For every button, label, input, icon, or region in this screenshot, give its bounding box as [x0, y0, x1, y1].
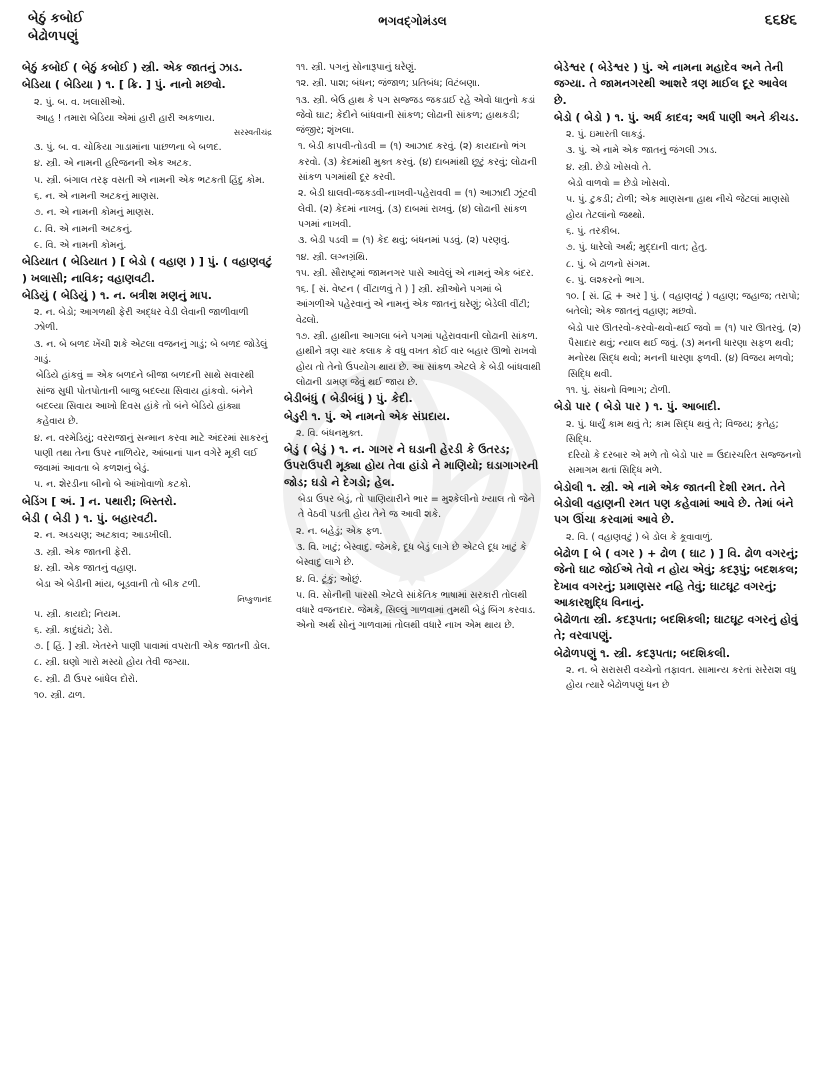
entry-line — [22, 494, 272, 510]
headword: બેઢોળતા સ્ત્રી. કદરૂપતા; બદશિકલી; ઘાટઘૂટ વગરનું હોવું તે; વરવાપણું. — [554, 613, 798, 643]
entry-line: ૫. પું. ટુકડી; ટોળી; એક માણસના હાથ નીચે જેટલાં માણસો હોય તેટલાંનો જથ્થો. — [566, 194, 790, 221]
headword: બેડોલી ૧. સ્ત્રી. એ નામે એક જાતની દેશી રમત. તેને બેડોલી વહાણની રમત પણ કહેવામાં આવે છે. તેમાં બંને પગ ઊંચા કરવામાં આવે છે. — [554, 480, 794, 527]
entry-line: ૭. ન. એ નામની કોમનું માણસ. — [34, 207, 155, 219]
entry-line: ૪. વિ. ટૂંકું; ઓછું. — [296, 573, 363, 585]
idiom-line: ૩. બેડી પડવી = (૧) કેદ થવું; બંધનમાં પડવું. (૨) પરણવું. — [298, 235, 510, 247]
headword: બેડું ( બેડું ) ૧. ન. ગાગર ને ઘડાની હેરડી કે ઉતરડ; ઉપરાઉપરી મૂક્યા હોય તેવા હાંડો ને માણિયો; ઘડાગાગરની જોડ; ઘડો ને દેગડો; હેલ. — [284, 443, 539, 489]
citation: નિષ્કુળાનંદ — [237, 594, 272, 604]
entry-line: ૧૪. સ્ત્રી. લગ્નગ્રંથિ. — [296, 251, 368, 263]
entry-line — [22, 288, 272, 304]
entry-line: ૨. વિ. ( વહાણવટું ) બે ડોલ કે કૂવાવાળું. — [566, 531, 713, 543]
entry-line — [554, 110, 803, 126]
entry-line: ૯. સ્ત્રી. ઢી ઉપર બાંધેલ દોરો. — [34, 673, 138, 685]
entry-line: ૯. વિ. એ નામની કોમનું. — [34, 239, 127, 251]
headword: બેડી ( બેડી ) ૧. પું. બહારવટી. — [22, 512, 158, 526]
entry-line: ૮. પું. બે ઢાળનો સંગમ. — [566, 258, 651, 270]
headword: બેડિયાત ( બેડિયાત ) [ બેડો ( વહાણ ) ] પું. ( વહાણવટું ) ખલાસી; નાવિક; વહાણવટી. — [22, 255, 272, 285]
entry-line: ૬. પું. તરકીબ. — [566, 225, 621, 237]
entry-line: ૪. સ્ત્રી. એક જાતનું વહાણ. — [34, 562, 137, 574]
headword: બેડીબંધું ( બેડીબંધું ) પું. કેદી. — [284, 392, 413, 406]
entry-line: ૨. ન. બહેડું; એક ફળ. — [296, 525, 383, 537]
idiom-line: બેડિયે હાંકવું = એક બળદને બીજા બળદની સાથે સવારથી સાંજ સુધી પોતપોતાની બાજુ બદલ્યા સિવાય હાંકવો. બંનેને બદલ્યા સિવાય આખો દિવસ હાંકે તો બંને બેડિયે હાંક્યા કહેવાય છે. — [36, 370, 255, 428]
entry-line — [554, 546, 803, 611]
entry-line: ૫. ન. શેરડીના બીનો બે આંખોવાળો કટકો. — [34, 479, 192, 491]
headword: બેઢોળ [ બે ( વગર ) + ઢોળ ( ઘાટ ) ] વિ. ઢોળ વગરનું; જેનો ઘાટ જોઈએ તેવો ન હોય એવું; કદરૂપું; બદશકલ; દેખાવ વગરનું; પ્રમાણસર નહિ તેવું; ઘાટઘૂટ વગરનું; આકારશુદ્ધિ વિનાનું. — [554, 546, 799, 609]
idiom-line: ૨. બેડી ઘાલવી-જકડવી-નાખવી-પહેરાવવી = (૧) આઝાદી ઝૂંટવી લેવી. (૨) કેદમાં નાખવું. (૩) દાબમાં રાખવું. (૪) લોઢાની સાંકળ પગમાં નાખવી. — [298, 188, 537, 230]
column-1 — [22, 60, 272, 1065]
last-guide-word: બેઢોળપણું — [28, 29, 79, 44]
entry-line: ૧૧. પું. સંઘનો વિભાગ; ટોળી. — [566, 384, 671, 396]
entry-line: ૨. પું. બ. વ. ખલાસીઓ. — [34, 96, 126, 108]
headword: બેડો પાર ( બેડો પાર ) ૧. પું. આબાદી. — [554, 400, 721, 414]
entry-line: ૬. ન. એ નામની અટકનું માણસ. — [34, 191, 160, 203]
entry-line — [554, 399, 803, 415]
entry-line: ૨. પું. ધાર્યું કામ થવું તે; કામ સિદ્ધ થવું તે; વિજય; કૃતેહ; સિદ્ધિ. — [566, 418, 779, 445]
entry-line: ૨. ન. બેડો; આગળથી ફેરી અદ્ધર વેડી લેવાની જાળીવાળી ઝોળી. — [34, 307, 249, 334]
entry-line — [22, 60, 272, 76]
entry-line: ૧૧. સ્ત્રી. પગનું સોનારૂપાનું ઘરેણું. — [296, 62, 417, 73]
entry-line — [554, 612, 803, 645]
entry-line — [284, 409, 542, 425]
entry-line: ૪. સ્ત્રી. છેડો ખોસવો તે. — [566, 161, 652, 173]
entry-line: ૭. પું. ધારેલો અર્થ; મુદ્દાની વાત; હેતુ. — [566, 242, 708, 254]
entry-line: ૧૫. સ્ત્રી. સૌરાષ્ટ્રમાં જામનગર પાસે આવેલું એ નામનું એક બંદર. — [296, 267, 534, 279]
entry-line — [284, 442, 542, 491]
idiom-line: બેડો પાર ઊતરવો-કરવો-થવો-થઈ જવો = (૧) પાર ઊતરવું. (૨) પૈસાદાર થવું; ન્યાલ થઈ જવું. (૩) મનની ધારણા સફળ થવી; મનોરથ સિદ્ધ થવો; મનની ધારણા ફળવી. (૪) વિજય મળવો; સિદ્ધિ થવી. — [568, 322, 802, 380]
entry-line — [554, 60, 803, 109]
quotation-line: બેડા એ બેડીની માંય, બૂડવાની તો બીક ટળી. — [36, 579, 201, 591]
headword: બેઢોળપણું ૧. સ્ત્રી. કદરૂપતા; બદશિકલી. — [554, 646, 731, 660]
entry-line: ૭. [ હિં. ] સ્ત્રી. ખેતરને પાણી પાવામાં વપરાતી એક જાતની ડોલ. — [34, 641, 271, 653]
entry-line: ૧૩. સ્ત્રી. બેઉ હાથ કે પગ સજ્જડ જકડાઈ રહે એવો ધાતુનો કડાં જેવો ઘાટ; કેદીને બાંધવાની સાંકળ; લોઢાની સાંકળ; હાથકડી; જંજીર; શૃંખલા. — [296, 94, 536, 137]
citation: સરસ્વતીચંદ્ર — [233, 128, 272, 138]
entry-line — [284, 391, 542, 407]
column-3 — [554, 60, 803, 1065]
entry-line: ૩. વિ. ખાટું; બેસ્વાદુ. જેમકે, દૂધ બેડું લાગે છે એટલે દૂધ ખાટું કે બેસ્વાદુ લાગે છે. — [296, 541, 527, 569]
entry-line: ૪. ન. વરમેડિયું; વરરાજાનું સન્માન કરવા માટે અંદરમાં સાકરનું પાણી તથા તેના ઉપર નાળિયેર, આંબાનાં પાન વગેરે મૂકી લઈ જવામાં આવતા બે કળશનું બેડું. — [34, 432, 268, 475]
entry-line — [554, 646, 803, 662]
entry-line: ૩. સ્ત્રી. એક જાતની ફેરી. — [34, 546, 132, 558]
headword: બેડેશ્વર ( બેડેશ્વર ) પું. એ નામના મહાદેવ અને તેની જગ્યા. તે જામનગરથી આશરે ત્રણ માઈલ દૂર આવેલ છે. — [554, 61, 788, 107]
entry-line — [554, 480, 803, 529]
dictionary-title: ભગવદ્ગોમંડલ — [378, 14, 447, 28]
proverb-line: દરિયો કે દરબાર એ મળે તો બેડો પાર = ઉદારચરિત સજ્જનનો સમાગમ થતાં સિદ્ધિ મળે. — [568, 450, 802, 477]
entry-line — [22, 77, 272, 93]
entry-line: ૩. પું. બ. વ. ચોકિયા ગાડામાંના પાછળના બે બળદ. — [34, 142, 222, 154]
idiom-line: ૧. બેડી કાપવી-તોડવી = (૧) આઝાદ કરવું. (૨) કાયદાનો ભંગ કરવો. (૩) કેદમાંથી મુક્ત કરવું. (૪) દાબમાંથી છૂટું કરવું; લોઢાની સાંકળ પગમાંથી દૂર કરવી. — [298, 141, 537, 184]
entry-line: ૩. ન. બે બળદ ખેંચી શકે એટલા વજનનું ગાડું; બે બળદ જોડેલું ગાડું. — [34, 338, 268, 366]
entry-line: ૨. વિ. બંધનમુક્ત. — [296, 427, 364, 439]
entry-line — [22, 511, 272, 527]
page-header — [22, 6, 803, 54]
entry-line: ૧૬. [ સં. વેષ્ટન ( વીંટાળવું તે ) ] સ્ત્રી. સ્ત્રીઓને પગમાં બે આંગળીએ પહેરવાનું એ નામનું એક જાતનું ઘરેણું; બેડેલી વીંટી; વેઢલો. — [296, 284, 530, 326]
entry-line: ૬. સ્ત્રી. કાદુંઘંટો; ડેરો. — [34, 624, 113, 636]
headword: બેડુરી ૧. પું. એ નામનો એક સંપ્રદાય. — [284, 409, 451, 423]
headword: બેડિયા ( બેડિયા ) ૧. [ ક્રિ. ] પું. નાનો મછવો. — [22, 78, 226, 92]
page-number: ૬૬૪૬ — [764, 12, 797, 28]
entry-line: ૮. વિ. એ નામની અટકનું. — [34, 223, 133, 235]
entry-line: ૨. ન. બે સરાસરી વચ્ચેનો તફાવત. સામાન્ય કરતાં સરેરાશ વધુ હોય ત્યારે બેઢોળપણું ધન છે — [566, 664, 797, 692]
entry-line: ૪. સ્ત્રી. એ નામની હરિજનની એક અટક. — [34, 158, 192, 170]
column-2 — [284, 60, 542, 1065]
entry-line: ૫. સ્ત્રી. કાયદો; નિયમ. — [34, 608, 121, 620]
entry-line: ૧૭. સ્ત્રી. હાથીના આગલા બંને પગમાં પહેરાવવાની લોઢાની સાંકળ. હાથીને ત્રણ ચાર કલાક કે વધુ વખત કોઈ વાર બહાર ઊભો રાખવો હોય તો તેનો ઉપયોગ થાય છે. આ સાંકળ એટલે કે બેડી બાંધવાથી લોઢાની ડામણ જેવું થઈ જાય છે. — [296, 331, 541, 388]
first-guide-word: બેઠું કબોઈ — [28, 11, 84, 26]
headword: બેડો ( બેડો ) ૧. પું. અર્ધ કાદવ; અર્ધ પાણી અને કીચડ. — [554, 110, 799, 124]
proverb-line: બેડા ઉપર બેડું, તો પાણિયારીને ભાર = મુશ્કેલીનો ખ્યાલ તો જેને તે વેઠવી પડતી હોય તેને જ આવી શકે. — [298, 494, 535, 521]
entry-line: ૧૨. સ્ત્રી. પાશ; બંધન; જંજાળ; પ્રતિબંધ; વિટંબણા. — [296, 78, 480, 90]
entry-line: ૨. ન. અડચણ; અટકાવ; આડખીલી. — [34, 530, 172, 542]
entry-line: ૯. પું. લશ્કરનો ભાગ. — [566, 274, 645, 286]
idiom-line: બેડો વાળવો = છેડો ખોસવો. — [568, 178, 670, 190]
entry-line: ૧૦. સ્ત્રી. ઢાળ. — [34, 689, 86, 701]
entry-line — [22, 254, 272, 287]
entry-line: ૨. પું. ઇમારતી લાકડું. — [566, 129, 646, 141]
headword: બેડિંગ [ અં. ] ન. પથારી; બિસ્તરો. — [22, 494, 177, 508]
headword: બેડિયું ( બેડિયું ) ૧. ન. બત્રીશ મણનું માપ. — [22, 288, 212, 302]
entry-line: ૧૦. [ સં. દ્વિ + અર ] પું. ( વહાણવટું ) વહાણ; જહાજ; તરાપો; બતેલો; એક જાતનું વહાણ; મછવો. — [566, 291, 800, 318]
entry-line: ૫. વિ. સોનીની પારસી એટલે સાંકેતિક ભાષામાં સરકારી તોલથી વધારે વજનદાર. જેમકે, સિલ્લું ગાળવામાં તુમથી બેડું બિંગ કરવાડ. એનો અર્થ સોનું ગાળવામાં તોલથી વધારે નાખ એમ થાય છે. — [296, 589, 536, 632]
entry-columns — [22, 60, 803, 1065]
entry-line: ૩. પું. એ નામે એક જાતનું જંગલી ઝાડ. — [566, 145, 718, 157]
entry-line: ૮. સ્ત્રી. ઘણો ગારો મસ્યો હોય તેવી જગ્યા. — [34, 657, 190, 669]
quotation-line: આહ ! તમારા બેડિયા એમાં હારી હારી અકળાય. — [36, 112, 215, 124]
entry-line: ૫. સ્ત્રી. બંગાલ તરફ વસતી એ નામની એક ભટકતી હિંદુ કોમ. — [34, 174, 265, 186]
headword: બેઠું કબોઈ ( બેઠું કબોઈ ) સ્ત્રી. એક જાતનું ઝાડ. — [22, 61, 243, 74]
